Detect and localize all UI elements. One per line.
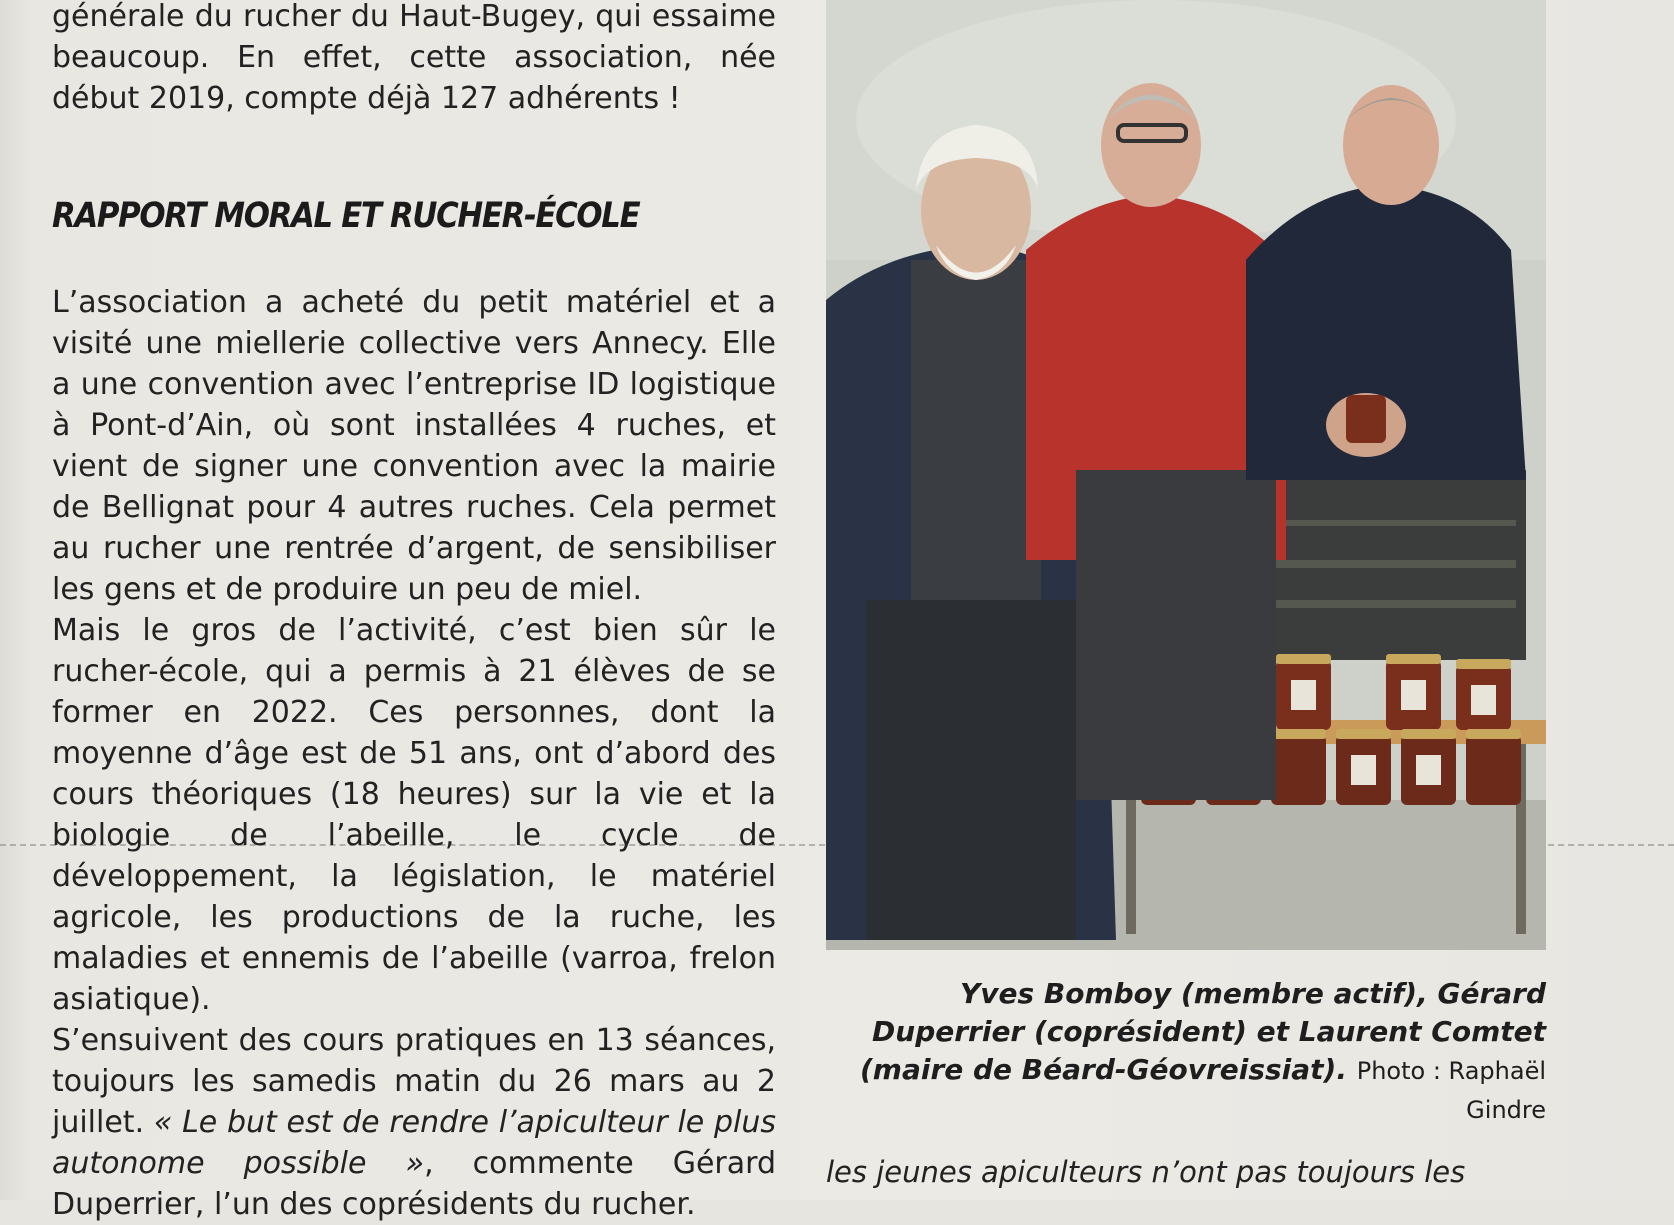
paragraph-start: S’ensuivent des cours pratiques en 13 séances, toujours les samedis matin du 26 mars au 2 juillet. xyxy=(52,1023,776,1140)
article-photo xyxy=(826,0,1546,950)
paragraph-end: , commente Gérard Duperrier, l’un des coprésidents du rucher. xyxy=(52,1146,776,1222)
next-column-text: les jeunes apiculteurs n’ont pas toujours les xyxy=(826,1155,1466,1189)
photo-caption xyxy=(826,975,1546,1129)
article-body xyxy=(52,282,776,1225)
paragraph-cours-pratiques xyxy=(52,1020,776,1225)
quote-duperrier: « Le but est de rendre l’apiculteur le plus autonome possible » xyxy=(52,1105,776,1181)
intro-paragraph-tail: générale du rucher du Haut-Bugey, qui essaime beaucoup. En effet, cette association, née début 2019, compte déjà 127 adhérents ! xyxy=(52,0,776,116)
paragraph-association: L’association a acheté du petit matériel et a visité une miellerie collective vers Annecy. Elle a une convention avec l’entreprise ID logistique à Pont-d’Ain, où sont installées 4 ruches, et vient de signer une convention avec la mairie de Bellignat pour 4 autres ruches. Cela permet au rucher une rentrée d’argent, de sensibiliser les gens et de produire un peu de miel. xyxy=(52,285,776,607)
paragraph-rucher-ecole: Mais le gros de l’activité, c’est bien sûr le rucher-école, qui a permis à 21 élèves de se former en 2022. Ces personnes, dont la moyenne d’âge est de 51 ans, ont d’abord des cours théoriques (18 heures) sur la vie et la biologie de l’abeille, le cycle de développement, la législation, le matériel agricole, les productions de la ruche, les maladies et ennemis de l’abeille (varroa, frelon asiatique). xyxy=(52,613,776,1017)
photo-illustration xyxy=(826,0,1546,950)
section-heading: RAPPORT MORAL ET RUCHER-ÉCOLE xyxy=(52,196,640,236)
photo-credit: Photo : Raphaël Gindre xyxy=(1356,1057,1546,1124)
caption-text: Yves Bomboy (membre actif), Gérard Duperrier (coprésident) et Laurent Comtet (maire de Béard-Géovreissiat). xyxy=(860,977,1546,1086)
